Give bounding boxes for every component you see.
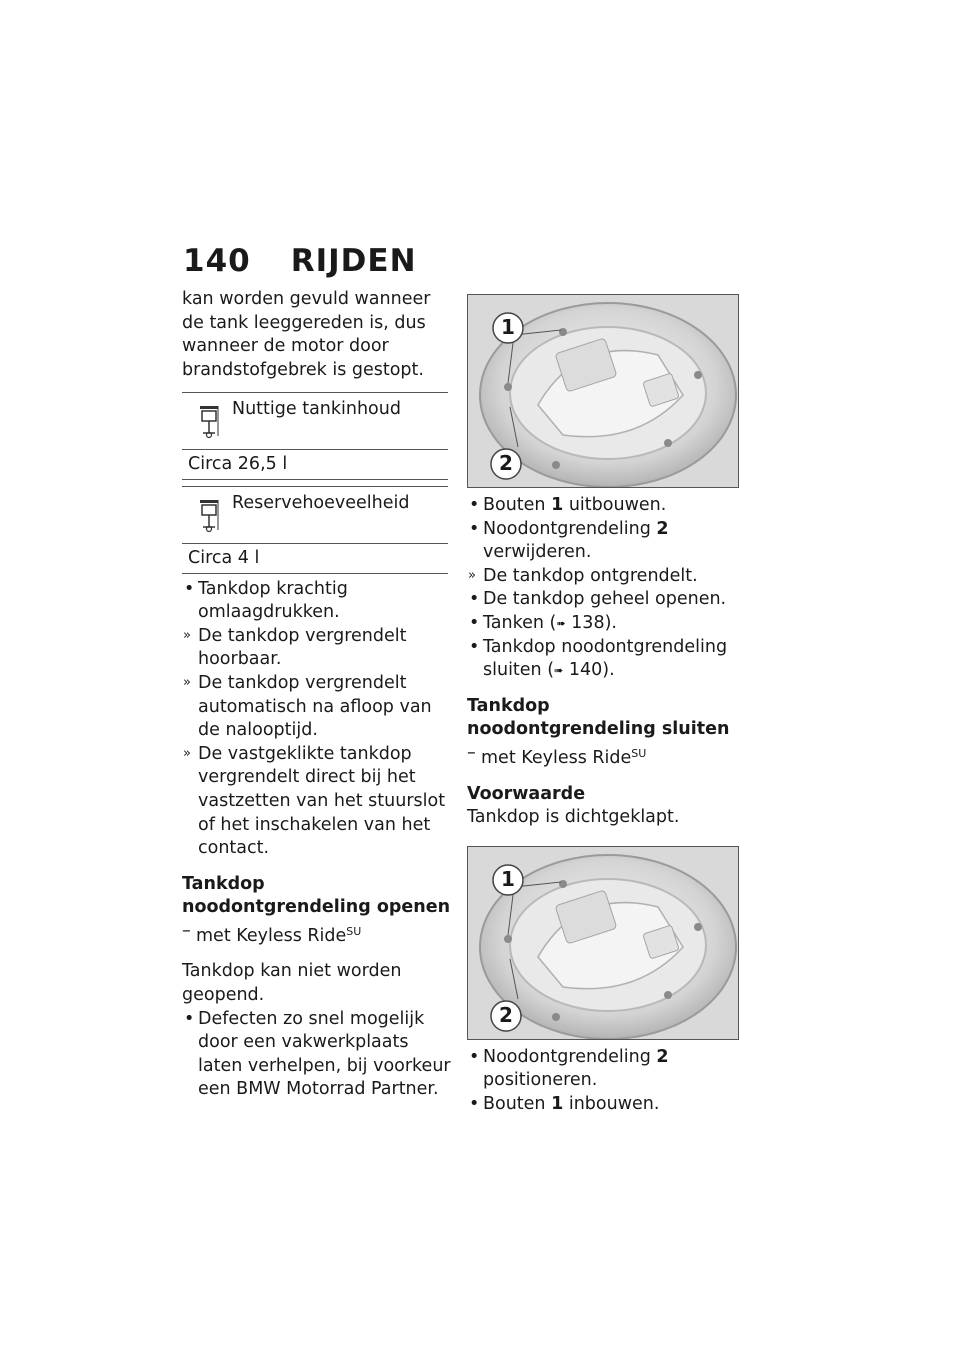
page-reference[interactable]: 140 xyxy=(568,660,603,681)
spec-usable-capacity xyxy=(182,392,448,480)
section-title: RIJDEN xyxy=(290,243,417,279)
list-item: • Bouten 1 inbouwen. xyxy=(467,1093,737,1117)
spec-value: Circa 26,5 l xyxy=(188,454,288,475)
list-item: • Tankdop noodontgrendeling sluiten (➠ 140). xyxy=(467,636,737,683)
list-item: • Defecten zo snel mogelijk door een vakwerkplaats laten verhelpen, bij voorkeur een BMW Motorrad Partner. xyxy=(182,1008,452,1102)
arrow-ref-icon: ➠ xyxy=(556,616,566,630)
condition-heading: Voorwaarde xyxy=(467,783,586,804)
callout-1: 1 xyxy=(501,866,515,891)
list-item: » De tankdop ontgrendelt. xyxy=(467,565,737,589)
page-reference[interactable]: 138 xyxy=(571,612,605,633)
list-item: » De vastgeklikte tankdop vergrendelt direct bij het vastzetten van het stuurslot of het inschakelen van het contact. xyxy=(182,743,452,861)
equipment-option: – met Keyless Ride$^{SU}$ xyxy=(182,920,452,949)
spec-label: Reservehoeveelheid xyxy=(232,492,410,513)
list-item: » De tankdop vergrendelt automatisch na afloop van de nalooptijd. xyxy=(182,672,452,743)
steps-list xyxy=(182,578,452,861)
spec-label: Nuttige tankinhoud xyxy=(232,399,401,420)
list-item: » De tankdop vergrendelt hoorbaar. xyxy=(182,625,452,672)
section-heading: Tankdop noodontgrendeling sluiten xyxy=(467,695,730,740)
intro-text: kan worden gevuld wanneer de tank leeggereden is, dus wanneer de motor door brandstofgebrek is gestopt. xyxy=(182,289,431,380)
section-heading: Tankdop noodontgrendeling openen xyxy=(182,873,451,918)
fuel-pump-icon xyxy=(198,403,220,439)
note-text: Tankdop kan niet worden geopend. xyxy=(182,961,402,1006)
list-item: • Bouten 1 uitbouwen. xyxy=(467,494,737,518)
steps-list xyxy=(467,494,737,683)
right-column xyxy=(467,294,737,1117)
list-item: • Tanken (➠ 138). xyxy=(467,612,737,636)
condition-text: Tankdop is dichtgeklapt. xyxy=(467,807,680,828)
callout-2: 2 xyxy=(499,1002,513,1027)
callout-1: 1 xyxy=(501,315,515,339)
steps-list-2 xyxy=(182,1008,452,1102)
steps-list-2 xyxy=(467,1046,737,1117)
spec-reserve xyxy=(182,486,448,574)
equipment-option: – met Keyless Ride$^{SU}$ xyxy=(467,742,737,771)
fuel-cap-figure-2 xyxy=(467,846,739,1040)
list-item: • Tankdop krachtig omlaagdrukken. xyxy=(182,578,452,625)
list-item: • Noodontgrendeling 2 verwijderen. xyxy=(467,518,737,565)
list-item: • Noodontgrendeling 2 positioneren. xyxy=(467,1046,737,1093)
fuel-cap-figure-1 xyxy=(467,294,739,488)
fuel-pump-icon xyxy=(198,497,220,533)
page-header xyxy=(183,243,417,279)
list-item: • De tankdop geheel openen. xyxy=(467,588,737,612)
page-number: 140 xyxy=(183,243,251,279)
arrow-ref-icon: ➠ xyxy=(554,664,564,678)
callout-2: 2 xyxy=(499,451,513,475)
left-column xyxy=(182,288,452,1102)
spec-value: Circa 4 l xyxy=(188,547,260,568)
